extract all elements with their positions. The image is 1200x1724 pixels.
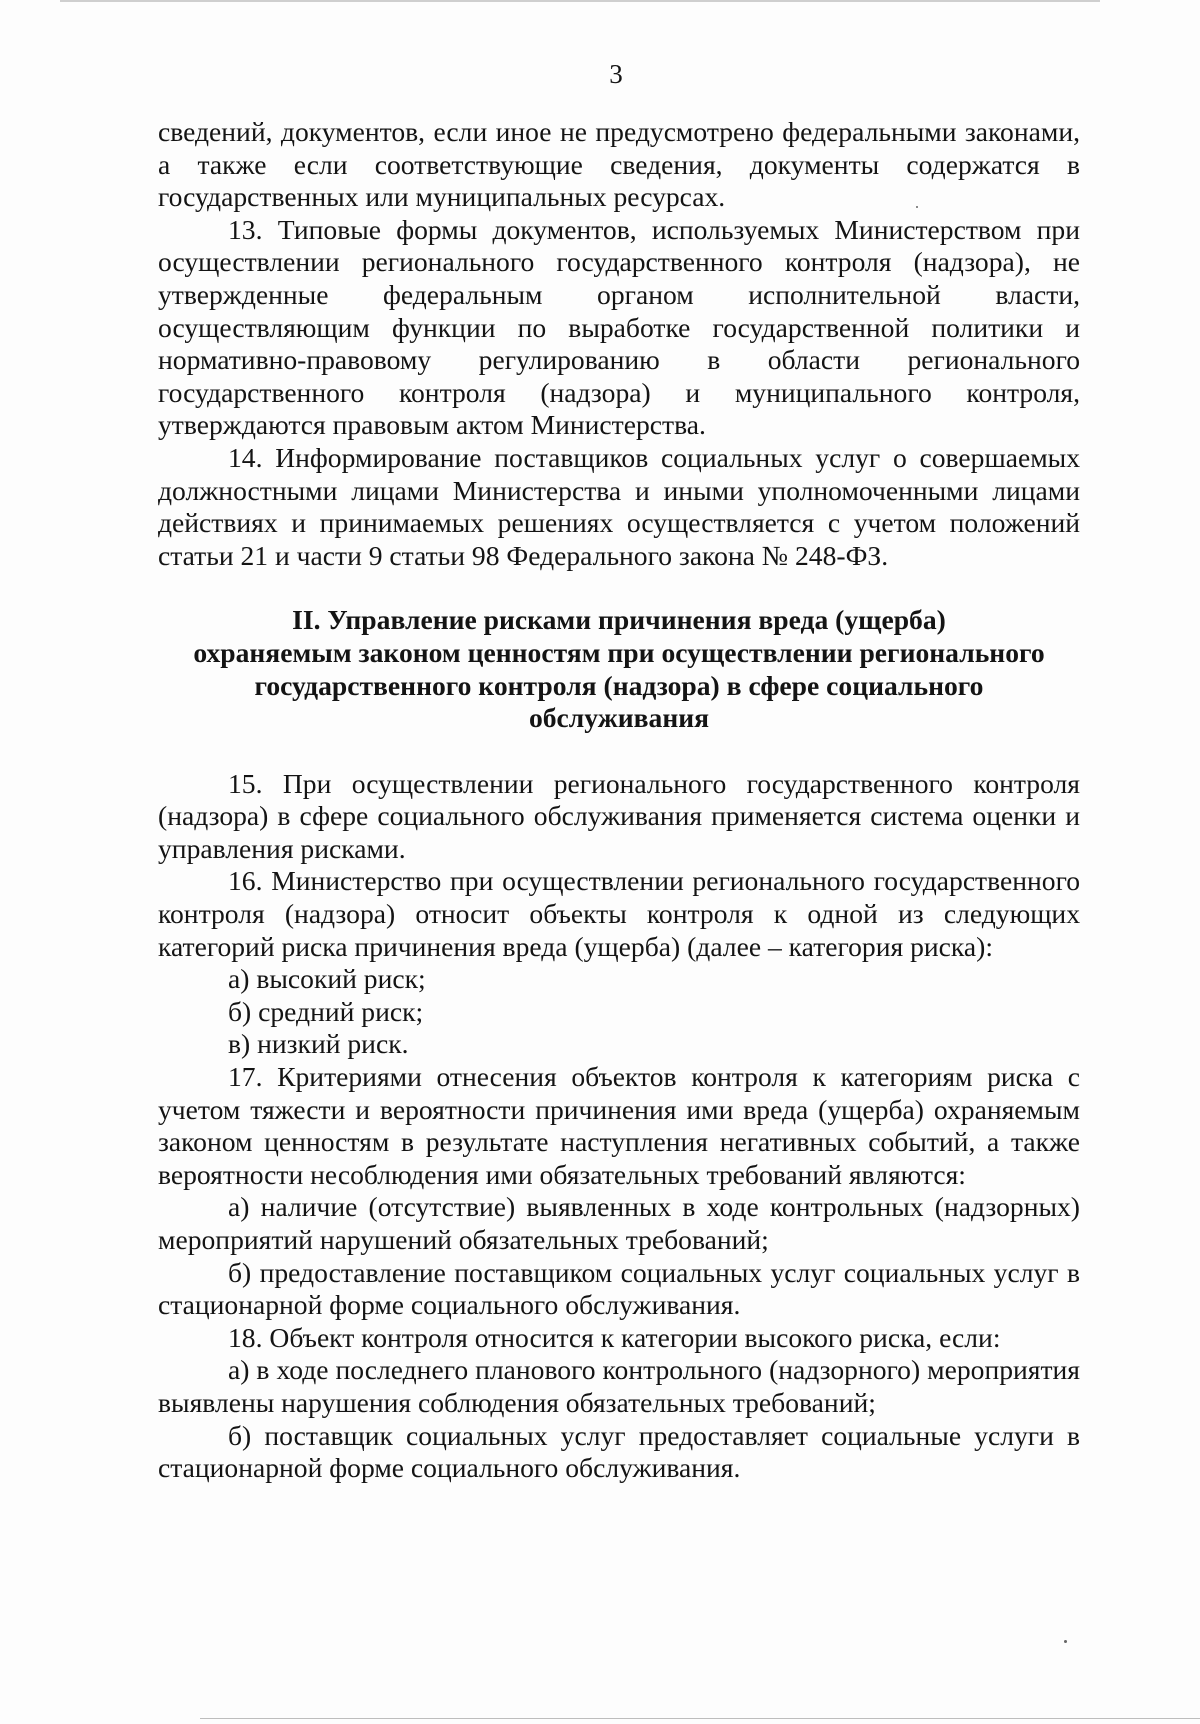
paragraph-17-b: б) предоставление поставщиком социальных услуг социальных услуг в стационарной форме социального обслуживания. (158, 1256, 1080, 1321)
paragraph-continuation: сведений, документов, если иное не предусмотрено федеральными законами, а также если соответствующие сведения, документы содержатся в государственных или муниципальных ресурсах. (158, 116, 1080, 213)
paragraph-16: 16. Министерство при осуществлении регионального государственного контроля (надзора) относит объекты контроля к одной из следующих категорий риска причинения вреда (ущерба) (далее – категория риска): (158, 865, 1080, 962)
paragraph-15: 15. При осуществлении регионального государственного контроля (надзора) в сфере социального обслуживания применяется система оценки и управления рисками. (158, 767, 1080, 864)
section-heading-line: II. Управление рисками причинения вреда (ущерба) (292, 604, 946, 636)
paragraph-17: 17. Критериями отнесения объектов контроля к категориям риска с учетом тяжести и вероятности причинения ими вреда (ущерба) охраняемым законом ценностям в результате наступления негативных событий, а также вероятности несоблюдения ими обязательных требований являются: (158, 1061, 1080, 1190)
list-item-high-risk: а) высокий риск; (228, 963, 426, 995)
paragraph-17-a: а) наличие (отсутствие) выявленных в ходе контрольных (надзорных) мероприятий нарушений обязательных требований; (158, 1191, 1080, 1255)
section-heading (158, 604, 1080, 767)
paragraph-14: 14. Информирование поставщиков социальных услуг о совершаемых должностными лицами Министерства и иными уполномоченными лицами действиях и принимаемых решениях осуществляется с учетом положений статьи 21 и части 9 статьи 98 Федерального закона № 248-ФЗ. (158, 441, 1080, 571)
scan-speck (916, 206, 918, 208)
scan-top-edge (60, 0, 1100, 2)
section-heading-line: государственного контроля (надзора) в сфере социального (254, 669, 984, 701)
paragraph-13: 13. Типовые формы документов, используемых Министерством при осуществлении регионального государственного контроля (надзора), не утвержденные федеральным органом исполнительной власти, осуществляющим функции по выработке государственной политики и нормативно-правовому регулированию в области регионального государственного контроля (надзора) и муниципального контроля, утверждаются правовым актом Министерства. (158, 213, 1080, 441)
list-item-medium-risk: б) средний риск; (228, 995, 424, 1027)
list-item-low-risk: в) низкий риск. (228, 1028, 409, 1060)
page-number: 3 (609, 59, 623, 89)
section-heading-line: охраняемым законом ценностям при осуществлении регионального (193, 636, 1045, 668)
scan-speck (1064, 1640, 1067, 1643)
paragraph-18: 18. Объект контроля относится к категории высокого риска, если: (228, 1321, 1001, 1353)
document-body (158, 116, 1080, 1485)
paragraph-18-b: б) поставщик социальных услуг предоставляет социальные услуги в стационарной форме социального обслуживания. (158, 1419, 1080, 1484)
section-heading-line: обслуживания (528, 702, 710, 734)
scan-bottom-edge (200, 1718, 1200, 1719)
paragraph-18-a: а) в ходе последнего планового контрольного (надзорного) мероприятия выявлены нарушения соблюдения обязательных требований; (158, 1354, 1080, 1418)
